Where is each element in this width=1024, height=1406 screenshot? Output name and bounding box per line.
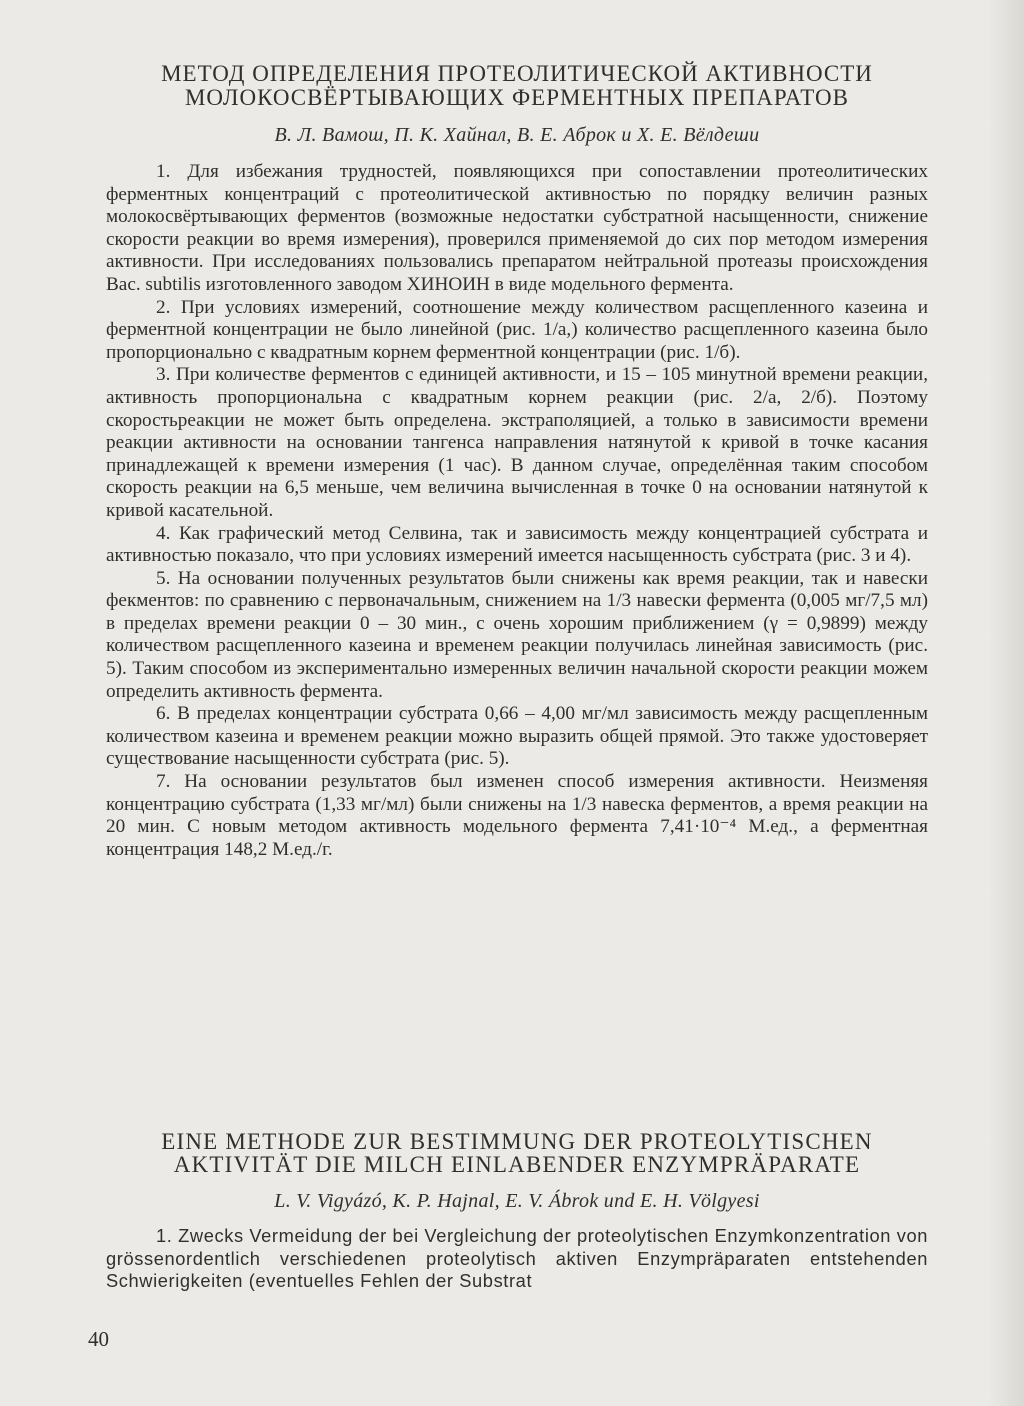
title-line-1: МЕТОД ОПРЕДЕЛЕНИЯ ПРОТЕОЛИТИЧЕСКОЙ АКТИВНОСТИ [161, 61, 873, 86]
german-article [106, 1130, 928, 1293]
paragraph-4: 4. Как графический метод Селвина, так и зависимость между концентрацией субстрата и активностью показало, что при условиях измерений имеется насыщенность субстрата (рис. 3 и 4). [106, 522, 928, 567]
paragraph-2: 2. При условиях измерений, соотношение между количеством расщепленного казеина и ферментной концентрации не было линейной (рис. 1/а,) количество расщепленного казеина было пропорционально с квадратным корнем ферментной концентрации (рис. 1/б). [106, 296, 928, 363]
article-title [106, 62, 928, 110]
article-authors: В. Л. Вамош, П. К. Хайнал, В. Е. Аброк и Х. Е. Вёлдеши [274, 124, 760, 146]
article-authors: L. V. Vigyázó, K. P. Hajnal, E. V. Ábrok und E. H. Völgyesi [274, 1190, 760, 1212]
title-line-2: AKTIVITÄT DIE MILCH EINLABENDER ENZYMPRÄPARATE [173, 1152, 861, 1177]
title-line-1: EINE METHODE ZUR BESTIMMUNG DER PROTEOLYTISCHEN [161, 1129, 873, 1154]
title-line-2: МОЛОКОСВЁРТЫВАЮЩИХ ФЕРМЕНТНЫХ ПРЕПАРАТОВ [184, 85, 849, 110]
russian-article [106, 62, 928, 861]
paragraph-1: 1. Для избежания трудностей, появляющихся при сопоставлении протеолитических ферментных концентраций с протеолитической активностью по порядку величин разных молокосвёртывающих ферментов (возможные недостатки субстратной насыщенности, снижение скорости реакции во время измерения), проверился применяемой до сих пор методом измерения активности. При исследованиях пользовались препаратом нейтральной протеазы происхождения Bac. subtilis изготовленного заводом ХИНОИН в виде модельного фермента. [106, 161, 928, 295]
paragraph-3: 3. При количестве ферментов с единицей активности, и 15 – 105 минутной времени реакции, активность пропорциональна с квадратным корнем реакции (рис. 2/а, 2/б). Поэтому скоростьреакции не может быть определена. экстраполяцией, а только в зависимости времени реакции активности на основании тангенса направления натянутой к кривой в точке касания принадлежащей к времени измерения (1 час). В данном случае, определённая таким способом скорость реакции на 6,5 меньше, чем величина вычисленная в точке 0 на основании натянутой к кривой касательной. [106, 364, 928, 521]
paragraph-1: 1. Zwecks Vermeidung der bei Vergleichung der proteolytischen Enzymkonzentration von grössenordentlich verschiedenen proteolytisch aktiven Enzympräparaten entstehenden Schwierigkeiten (eventuelles Fehlen der Substrat [106, 1225, 928, 1292]
article-title [106, 1130, 928, 1176]
paragraph-6: 6. В пределах концентрации субстрата 0,66 – 4,00 мг/мл зависимость между расщепленным количеством казеина и временем реакции можно выразить общей прямой. Это также удостоверяет существование насыщенности субстрата (рис. 5). [106, 703, 928, 770]
page-number: 40 [88, 1327, 109, 1351]
paragraph-7: 7. На основании результатов был изменен способ измерения активности. Неизменяя концентрацию субстрата (1,33 мг/мл) были снижены на 1/3 навеска ферментов, а время реакции на 20 мин. С новым методом активность модельного фермента 7,41·10⁻⁴ М.ед., а ферментная концентрация 148,2 М.ед./г. [106, 771, 928, 860]
page-edge-shadow [988, 0, 1024, 1406]
paragraph-5: 5. На основании полученных результатов были снижены как время реакции, так и навески фекментов: по сравнению с первоначальным, снижением на 1/3 навески фермента (0,005 мг/7,5 мл) в пределах времени реакции 0 – 30 мин., с очень хорошим приближением (γ = 0,9899) между количеством расщепленного казеина и временем реакции получилась линейная зависимость (рис. 5). Таким способом из экспериментально измеренных величин начальной скорости реакции можем определить активность фермента. [106, 567, 928, 702]
